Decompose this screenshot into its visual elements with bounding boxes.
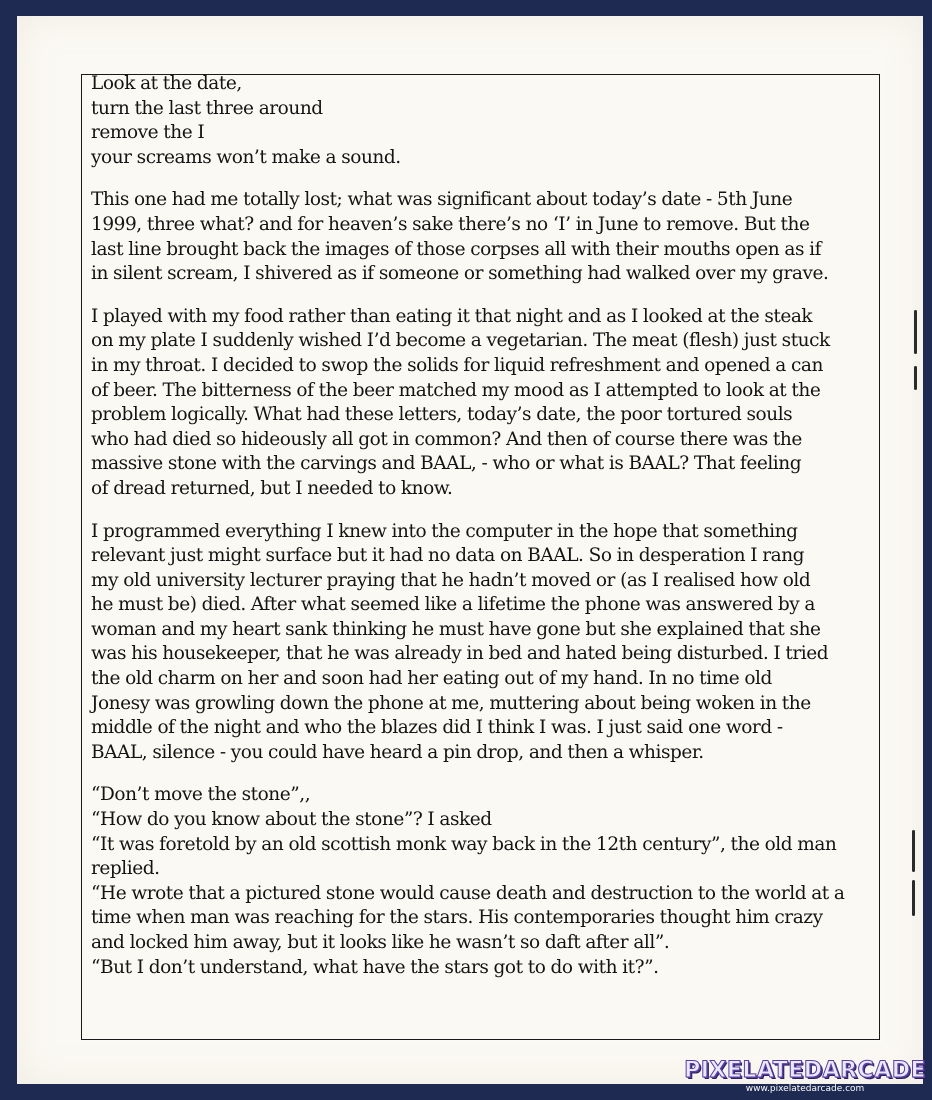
dialogue-line: “How do you know about the stone”? I asked: [91, 809, 492, 831]
text-line: I played with my food rather than eating it that night and as I looked at the steak: [91, 305, 813, 327]
dialogue-line: “He wrote that a pictured stone would cause death and destruction to the world at a: [91, 882, 845, 904]
text-line: I programmed everything I knew into the computer in the hope that something: [91, 520, 798, 542]
staple-mark: [914, 366, 917, 390]
paragraph-phone-call: [91, 520, 861, 766]
poem-line: your screams won’t make a sound.: [91, 146, 401, 168]
paragraph-date-riddle: [91, 188, 861, 286]
poem-line: remove the I: [91, 122, 205, 144]
text-line: was his housekeeper, that he was already in bed and hated being disturbed. I tried: [91, 643, 829, 665]
text-line: on my plate I suddenly wished I’d become a vegetarian. The meat (flesh) just stuck: [91, 330, 830, 352]
text-line: BAAL, silence - you could have heard a pin drop, and then a whisper.: [91, 741, 704, 763]
staple-mark: [912, 830, 915, 872]
dialogue-line: replied.: [91, 858, 160, 880]
text-line: woman and my heart sank thinking he must have gone but she explained that she: [91, 618, 821, 640]
story-text: [91, 72, 861, 980]
text-line: relevant just might surface but it had no data on BAAL. So in desperation I rang: [91, 545, 805, 567]
text-line: massive stone with the carvings and BAAL, - who or what is BAAL? That feeling: [91, 453, 802, 475]
text-line: the old charm on her and soon had her eating out of my hand. In no time old: [91, 668, 772, 690]
watermark-logo: PIXELATEDARCADE: [684, 1058, 926, 1083]
text-line: last line brought back the images of those corpses all with their mouths open as if: [91, 238, 822, 260]
watermark-url: www.pixelatedarcade.com: [745, 1084, 865, 1094]
watermark: [684, 1058, 926, 1094]
dialogue-line: “Don’t move the stone”,,: [91, 784, 311, 806]
text-line: in my throat. I decided to swop the solids for liquid refreshment and opened a can: [91, 354, 823, 376]
text-line: This one had me totally lost; what was significant about today’s date - 5th June: [91, 189, 793, 211]
dialogue-line: “But I don’t understand, what have the stars got to do with it?”.: [91, 956, 659, 978]
staple-mark: [914, 310, 917, 354]
dialogue-line: and locked him away, but it looks like he wasn’t so daft after all”.: [91, 932, 670, 953]
text-line: my old university lecturer praying that he hadn’t moved or (as I realised how old: [91, 569, 811, 591]
text-line: 1999, three what? and for heaven’s sake there’s no ‘I’ in June to remove. But the: [91, 213, 810, 235]
dialogue: [91, 783, 861, 980]
poem-line: turn the last three around: [91, 97, 323, 119]
text-line: Jonesy was growling down the phone at me, muttering about being woken in the: [91, 692, 811, 714]
text-line: problem logically. What had these letters, today’s date, the poor tortured souls: [91, 404, 793, 426]
text-line: who had died so hideously all got in common? And then of course there was the: [91, 428, 802, 450]
poem: [91, 72, 861, 170]
staple-mark: [912, 880, 915, 916]
dialogue-line: time when man was reaching for the stars. His contemporaries thought him crazy: [91, 907, 823, 929]
poem-line: Look at the date,: [91, 73, 242, 94]
text-line: of dread returned, but I needed to know.: [91, 477, 453, 499]
paragraph-dinner: [91, 305, 861, 502]
text-line: in silent scream, I shivered as if someone or something had walked over my grave.: [91, 263, 829, 285]
text-line: he must be) died. After what seemed like a lifetime the phone was answered by a: [91, 594, 815, 616]
text-line: of beer. The bitterness of the beer matched my mood as I attempted to look at the: [91, 379, 821, 401]
dialogue-line: “It was foretold by an old scottish monk way back in the 12th century”, the old man: [91, 833, 837, 855]
text-line: middle of the night and who the blazes did I think I was. I just said one word -: [91, 717, 783, 739]
